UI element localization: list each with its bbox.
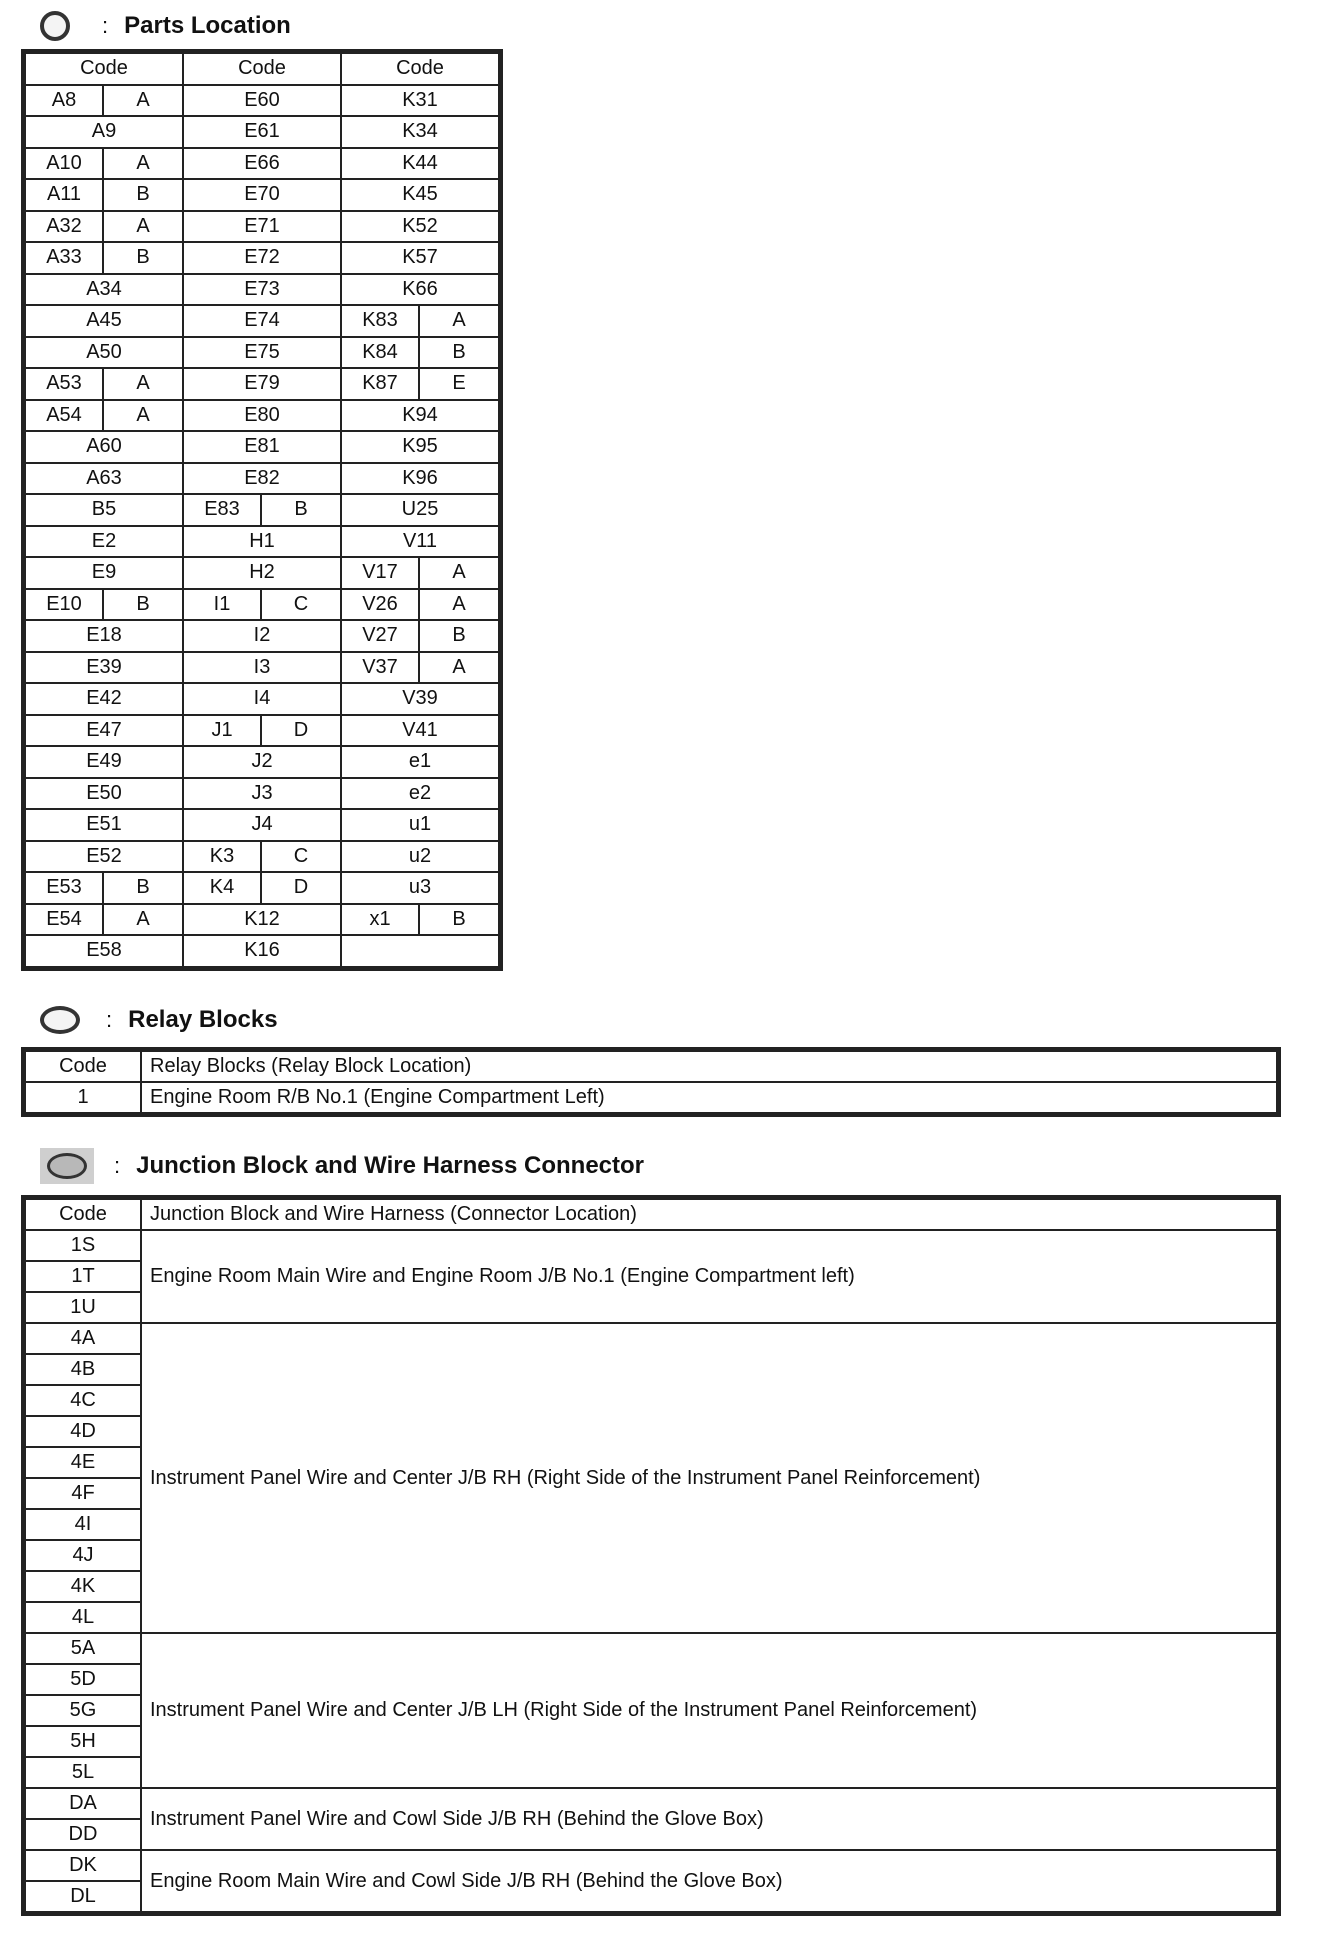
- relay-header-row: [25, 1051, 1277, 1082]
- table-row: [25, 337, 499, 369]
- part-code-cell: I2: [183, 620, 341, 652]
- part-code-cell: A9: [25, 116, 183, 148]
- part-code-cell: K66: [341, 274, 499, 306]
- part-code-cell: u2: [341, 841, 499, 873]
- part-code-cell: E42: [25, 683, 183, 715]
- part-code-cell: V41: [341, 715, 499, 747]
- relay-desc-cell: Engine Room R/B No.1 (Engine Compartment Left): [141, 1082, 1277, 1113]
- relay-desc-header: Relay Blocks (Relay Block Location): [141, 1051, 1277, 1082]
- part-code-cell: K52: [341, 211, 499, 243]
- jb-code-cell: 4F: [25, 1478, 141, 1509]
- table-row: [25, 1323, 1277, 1354]
- part-code-cell: u1: [341, 809, 499, 841]
- table-row: [25, 1082, 1277, 1113]
- table-row: [25, 1850, 1277, 1881]
- relay-code-header: Code: [25, 1051, 141, 1082]
- table-row: [25, 809, 499, 841]
- part-code-cell: V17: [341, 557, 419, 589]
- part-code-cell: [341, 935, 499, 967]
- part-code-cell: H2: [183, 557, 341, 589]
- part-code-cell: E52: [25, 841, 183, 873]
- jb-code-header: Code: [25, 1199, 141, 1230]
- parts-location-colon: :: [102, 13, 109, 38]
- table-row: [25, 1633, 1277, 1664]
- part-sub-code-cell: C: [261, 841, 341, 873]
- table-row: [25, 841, 499, 873]
- jb-code-cell: 4I: [25, 1509, 141, 1540]
- part-code-cell: K31: [341, 85, 499, 117]
- part-code-cell: V37: [341, 652, 419, 684]
- table-row: [25, 652, 499, 684]
- part-code-cell: K4: [183, 872, 261, 904]
- jb-code-cell: 5H: [25, 1726, 141, 1757]
- jb-code-cell: 4A: [25, 1323, 141, 1354]
- part-code-cell: E39: [25, 652, 183, 684]
- table-row: [25, 1230, 1277, 1261]
- relay-code-cell: 1: [25, 1082, 141, 1113]
- part-sub-code-cell: B: [103, 179, 183, 211]
- table-row: [25, 715, 499, 747]
- circle-symbol-icon: [40, 11, 70, 41]
- part-code-cell: U25: [341, 494, 499, 526]
- part-code-cell: E70: [183, 179, 341, 211]
- jb-code-cell: 5G: [25, 1695, 141, 1726]
- part-sub-code-cell: A: [103, 400, 183, 432]
- part-code-cell: E66: [183, 148, 341, 180]
- junction-block-colon: :: [114, 1153, 121, 1178]
- part-sub-code-cell: A: [103, 148, 183, 180]
- table-row: [25, 526, 499, 558]
- part-code-cell: I4: [183, 683, 341, 715]
- part-code-cell: E82: [183, 463, 341, 495]
- part-code-cell: E47: [25, 715, 183, 747]
- part-code-cell: E51: [25, 809, 183, 841]
- part-code-cell: A8: [25, 85, 103, 117]
- table-row: [25, 557, 499, 589]
- part-code-cell: K96: [341, 463, 499, 495]
- relay-blocks-colon: :: [106, 1007, 113, 1032]
- part-sub-code-cell: B: [103, 589, 183, 621]
- table-row: [25, 179, 499, 211]
- part-code-cell: K87: [341, 368, 419, 400]
- part-code-cell: E73: [183, 274, 341, 306]
- part-sub-code-cell: B: [419, 337, 499, 369]
- part-sub-code-cell: A: [103, 904, 183, 936]
- part-code-cell: E54: [25, 904, 103, 936]
- part-sub-code-cell: D: [261, 715, 341, 747]
- part-code-cell: A50: [25, 337, 183, 369]
- part-code-cell: A11: [25, 179, 103, 211]
- table-row: [25, 368, 499, 400]
- parts-col-header: Code: [25, 53, 183, 85]
- part-code-cell: I3: [183, 652, 341, 684]
- part-code-cell: E79: [183, 368, 341, 400]
- part-sub-code-cell: B: [261, 494, 341, 526]
- jb-code-cell: 5A: [25, 1633, 141, 1664]
- part-code-cell: J3: [183, 778, 341, 810]
- parts-location-header: [40, 6, 291, 46]
- part-code-cell: K12: [183, 904, 341, 936]
- part-code-cell: E81: [183, 431, 341, 463]
- part-code-cell: K95: [341, 431, 499, 463]
- part-code-cell: V11: [341, 526, 499, 558]
- part-code-cell: E10: [25, 589, 103, 621]
- part-sub-code-cell: D: [261, 872, 341, 904]
- parts-header-row: [25, 53, 499, 85]
- part-sub-code-cell: A: [419, 305, 499, 337]
- part-sub-code-cell: A: [103, 211, 183, 243]
- part-code-cell: e2: [341, 778, 499, 810]
- part-code-cell: J1: [183, 715, 261, 747]
- part-sub-code-cell: A: [419, 557, 499, 589]
- table-row: [25, 400, 499, 432]
- table-row: [25, 148, 499, 180]
- part-code-cell: E2: [25, 526, 183, 558]
- part-code-cell: E58: [25, 935, 183, 967]
- jb-desc-cell: Engine Room Main Wire and Cowl Side J/B RH (Behind the Glove Box): [141, 1850, 1277, 1912]
- part-code-cell: H1: [183, 526, 341, 558]
- jb-code-cell: 4E: [25, 1447, 141, 1478]
- table-row: [25, 778, 499, 810]
- jb-code-cell: DA: [25, 1788, 141, 1819]
- shaded-oval-symbol-icon: [40, 1148, 94, 1184]
- part-code-cell: E50: [25, 778, 183, 810]
- jb-code-cell: 4B: [25, 1354, 141, 1385]
- jb-header-row: [25, 1199, 1277, 1230]
- part-code-cell: K44: [341, 148, 499, 180]
- part-sub-code-cell: B: [103, 242, 183, 274]
- part-code-cell: e1: [341, 746, 499, 778]
- part-code-cell: E71: [183, 211, 341, 243]
- oval-symbol-icon: [40, 1006, 80, 1034]
- parts-location-title: Parts Location: [124, 12, 291, 39]
- part-sub-code-cell: B: [103, 872, 183, 904]
- part-code-cell: A53: [25, 368, 103, 400]
- jb-code-cell: 4L: [25, 1602, 141, 1633]
- part-code-cell: V27: [341, 620, 419, 652]
- junction-block-table: [24, 1198, 1278, 1913]
- part-code-cell: E75: [183, 337, 341, 369]
- jb-code-cell: DK: [25, 1850, 141, 1881]
- jb-code-cell: 4K: [25, 1571, 141, 1602]
- part-code-cell: K16: [183, 935, 341, 967]
- jb-code-cell: DL: [25, 1881, 141, 1912]
- jb-code-cell: DD: [25, 1819, 141, 1850]
- part-code-cell: A45: [25, 305, 183, 337]
- part-code-cell: I1: [183, 589, 261, 621]
- parts-location-table: [24, 52, 500, 968]
- junction-block-title: Junction Block and Wire Harness Connector: [136, 1152, 645, 1179]
- jb-desc-cell: Engine Room Main Wire and Engine Room J/B No.1 (Engine Compartment left): [141, 1230, 1277, 1323]
- relay-blocks-table: [24, 1050, 1278, 1114]
- part-code-cell: A63: [25, 463, 183, 495]
- table-row: [25, 620, 499, 652]
- table-row: [25, 274, 499, 306]
- table-row: [25, 872, 499, 904]
- part-code-cell: A60: [25, 431, 183, 463]
- jb-code-cell: 4J: [25, 1540, 141, 1571]
- part-code-cell: K94: [341, 400, 499, 432]
- part-sub-code-cell: B: [419, 620, 499, 652]
- jb-desc-cell: Instrument Panel Wire and Center J/B RH (Right Side of the Instrument Panel Reinforcement): [141, 1323, 1277, 1633]
- parts-col-header: Code: [341, 53, 499, 85]
- jb-desc-cell: Instrument Panel Wire and Cowl Side J/B RH (Behind the Glove Box): [141, 1788, 1277, 1850]
- part-code-cell: K83: [341, 305, 419, 337]
- table-row: [25, 463, 499, 495]
- jb-desc-header: Junction Block and Wire Harness (Connector Location): [141, 1199, 1277, 1230]
- part-code-cell: E61: [183, 116, 341, 148]
- relay-blocks-header: [40, 1000, 278, 1040]
- jb-code-cell: 5L: [25, 1757, 141, 1788]
- part-code-cell: E9: [25, 557, 183, 589]
- part-sub-code-cell: B: [419, 904, 499, 936]
- parts-col-header: Code: [183, 53, 341, 85]
- table-row: [25, 211, 499, 243]
- part-code-cell: A32: [25, 211, 103, 243]
- part-code-cell: K34: [341, 116, 499, 148]
- part-code-cell: K84: [341, 337, 419, 369]
- jb-code-cell: 4C: [25, 1385, 141, 1416]
- part-sub-code-cell: E: [419, 368, 499, 400]
- part-code-cell: A10: [25, 148, 103, 180]
- part-code-cell: A33: [25, 242, 103, 274]
- part-code-cell: E53: [25, 872, 103, 904]
- part-code-cell: E83: [183, 494, 261, 526]
- table-row: [25, 305, 499, 337]
- table-row: [25, 904, 499, 936]
- part-sub-code-cell: A: [419, 589, 499, 621]
- part-code-cell: E60: [183, 85, 341, 117]
- part-code-cell: K57: [341, 242, 499, 274]
- junction-block-header: [40, 1146, 644, 1186]
- part-sub-code-cell: A: [103, 85, 183, 117]
- table-row: [25, 589, 499, 621]
- table-row: [25, 242, 499, 274]
- table-row: [25, 116, 499, 148]
- jb-code-cell: 1T: [25, 1261, 141, 1292]
- table-row: [25, 746, 499, 778]
- part-code-cell: A54: [25, 400, 103, 432]
- jb-desc-cell: Instrument Panel Wire and Center J/B LH (Right Side of the Instrument Panel Reinforcement): [141, 1633, 1277, 1788]
- table-row: [25, 494, 499, 526]
- part-code-cell: E80: [183, 400, 341, 432]
- part-sub-code-cell: A: [103, 368, 183, 400]
- part-code-cell: J4: [183, 809, 341, 841]
- jb-code-cell: 4D: [25, 1416, 141, 1447]
- part-code-cell: V26: [341, 589, 419, 621]
- part-code-cell: A34: [25, 274, 183, 306]
- part-code-cell: K45: [341, 179, 499, 211]
- jb-code-cell: 1S: [25, 1230, 141, 1261]
- table-row: [25, 683, 499, 715]
- part-code-cell: K3: [183, 841, 261, 873]
- part-code-cell: E72: [183, 242, 341, 274]
- part-sub-code-cell: C: [261, 589, 341, 621]
- part-sub-code-cell: A: [419, 652, 499, 684]
- part-code-cell: u3: [341, 872, 499, 904]
- table-row: [25, 431, 499, 463]
- part-code-cell: x1: [341, 904, 419, 936]
- jb-code-cell: 5D: [25, 1664, 141, 1695]
- part-code-cell: V39: [341, 683, 499, 715]
- table-row: [25, 935, 499, 967]
- table-row: [25, 85, 499, 117]
- table-row: [25, 1788, 1277, 1819]
- relay-blocks-title: Relay Blocks: [128, 1006, 278, 1033]
- part-code-cell: B5: [25, 494, 183, 526]
- part-code-cell: E49: [25, 746, 183, 778]
- part-code-cell: E74: [183, 305, 341, 337]
- jb-code-cell: 1U: [25, 1292, 141, 1323]
- part-code-cell: E18: [25, 620, 183, 652]
- part-code-cell: J2: [183, 746, 341, 778]
